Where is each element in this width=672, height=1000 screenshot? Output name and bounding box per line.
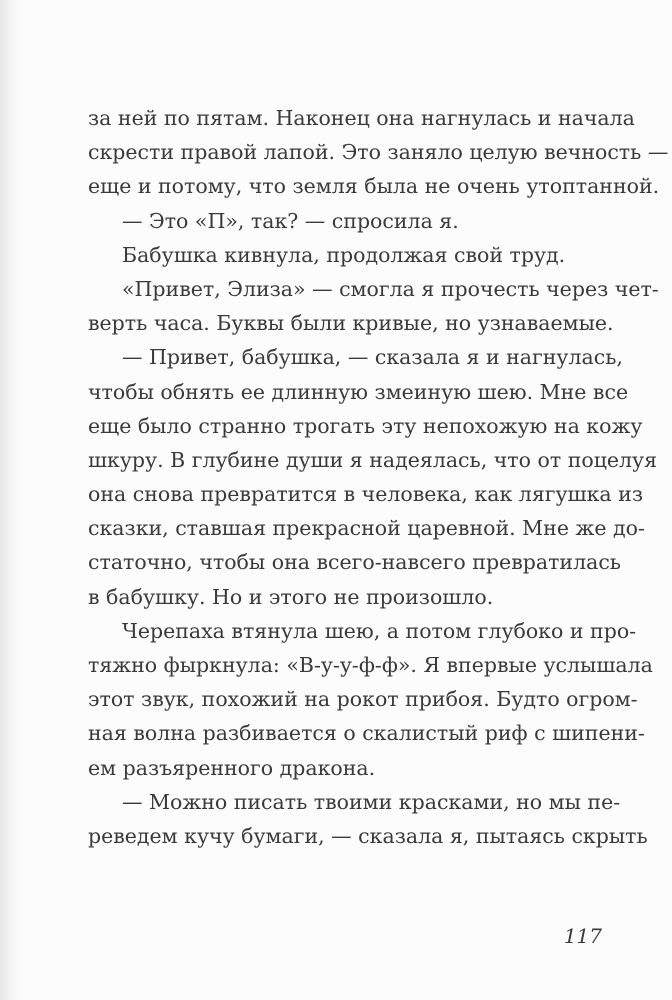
text-line: — Это «П», так? — спросила я. — [122, 208, 459, 233]
text-line: сказки, ставшая прекрасной царевной. Мне же до- — [88, 516, 645, 541]
text-line: верть часа. Буквы были кривые, но узнаваемые. — [88, 311, 614, 336]
text-line: за ней по пятам. Наконец она нагнулась и начала — [88, 106, 635, 130]
page-number: 117 — [563, 924, 602, 948]
text-line: еще было странно трогать эту непохожую на кожу — [88, 413, 643, 438]
text-line: тяжно фыркнула: «В-у-у-ф-ф». Я впервые услышала — [88, 653, 653, 677]
text-line: — Можно писать твоими красками, но мы пе- — [122, 789, 621, 814]
text-line: реведем кучу бумаги, — сказала я, пытаясь скрыть — [88, 823, 648, 848]
page-gutter-shadow — [0, 0, 22, 1000]
text-line: еще и потому, что земля была не очень утоптанной. — [88, 174, 660, 199]
text-line: шкуру. В глубине души я надеялась, что от поцелуя — [88, 447, 658, 472]
text-line: Бабушка кивнула, продолжая свой труд. — [122, 242, 566, 267]
text-line: скрести правой лапой. Это заняло целую вечность — — [88, 140, 669, 165]
text-line: — Привет, бабушка, — сказала я и нагнулась, — [122, 345, 623, 370]
text-line: «Привет, Элиза» — смогла я прочесть через чет- — [122, 276, 659, 301]
text-line: чтобы обнять ее длинную змеиную шею. Мне все — [88, 379, 629, 404]
text-line: Черепаха втянула шею, а потом глубоко и про- — [122, 618, 637, 643]
text-line: статочно, чтобы она всего-навсего превратилась — [88, 550, 621, 575]
text-line: она снова превратится в человека, как лягушка из — [88, 482, 644, 507]
text-line: в бабушку. Но и этого не произошло. — [88, 584, 494, 609]
text-line: этот звук, похожий на рокот прибоя. Будто огром- — [88, 687, 638, 712]
text-line: ем разъяренного дракона. — [88, 755, 376, 780]
body-text — [88, 101, 669, 853]
text-line: ная волна разбивается о скалистый риф с шипени- — [88, 721, 645, 746]
